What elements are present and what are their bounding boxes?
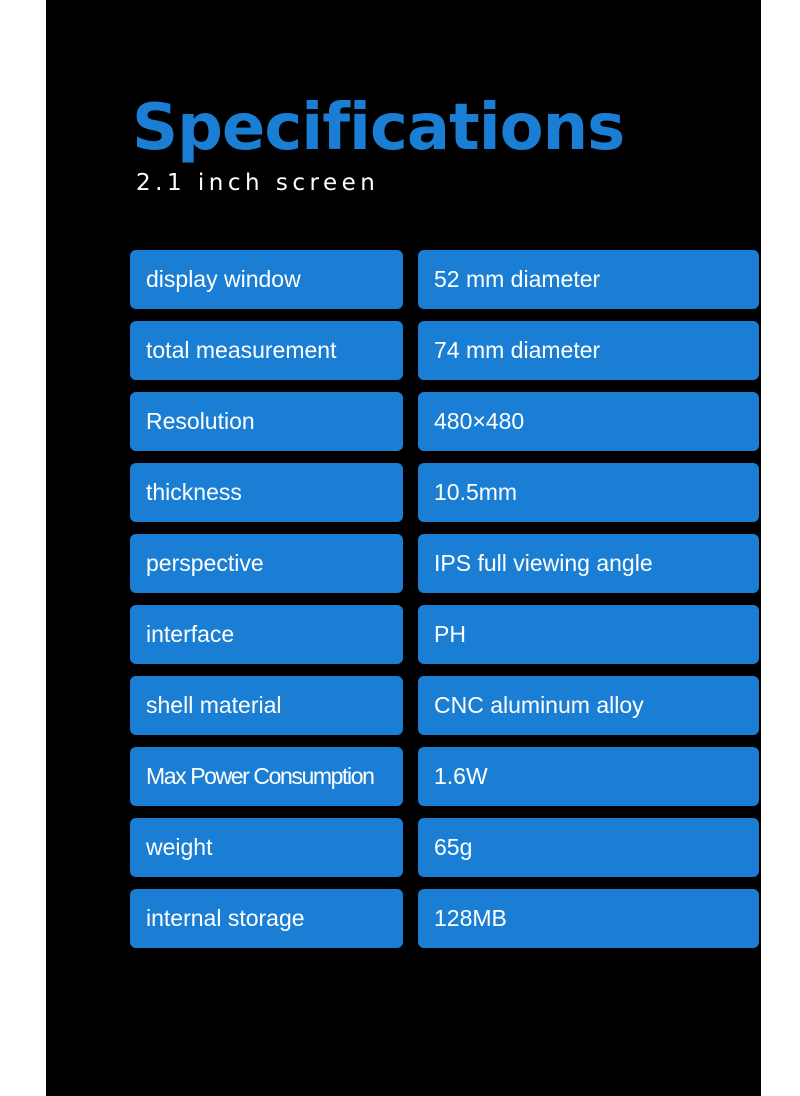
spec-row-perspective <box>130 534 759 593</box>
spec-row-resolution <box>130 392 759 451</box>
spec-label: shell material <box>130 676 403 735</box>
spec-label: interface <box>130 605 403 664</box>
spec-row-max-power <box>130 747 759 806</box>
spec-value: CNC aluminum alloy <box>418 676 759 735</box>
spec-table <box>130 250 759 960</box>
spec-value: 74 mm diameter <box>418 321 759 380</box>
spec-row-weight <box>130 818 759 877</box>
spec-label: display window <box>130 250 403 309</box>
spec-value: 480×480 <box>418 392 759 451</box>
spec-label: Resolution <box>130 392 403 451</box>
spec-label: Max Power Consumption <box>130 747 403 806</box>
spec-value: 10.5mm <box>418 463 759 522</box>
spec-row-total-measurement <box>130 321 759 380</box>
spec-label: total measurement <box>130 321 403 380</box>
spec-label: perspective <box>130 534 403 593</box>
spec-value: 52 mm diameter <box>418 250 759 309</box>
spec-value: 128MB <box>418 889 759 948</box>
spec-label: thickness <box>130 463 403 522</box>
spec-value: PH <box>418 605 759 664</box>
spec-panel <box>46 0 761 1096</box>
spec-label: weight <box>130 818 403 877</box>
page-title: Specifications <box>132 91 625 165</box>
spec-row-interface <box>130 605 759 664</box>
spec-row-internal-storage <box>130 889 759 948</box>
spec-value: 1.6W <box>418 747 759 806</box>
spec-row-thickness <box>130 463 759 522</box>
spec-label: internal storage <box>130 889 403 948</box>
spec-row-display-window <box>130 250 759 309</box>
spec-value: IPS full viewing angle <box>418 534 759 593</box>
spec-row-shell-material <box>130 676 759 735</box>
spec-value: 65g <box>418 818 759 877</box>
page-subtitle: 2.1 inch screen <box>136 170 380 196</box>
